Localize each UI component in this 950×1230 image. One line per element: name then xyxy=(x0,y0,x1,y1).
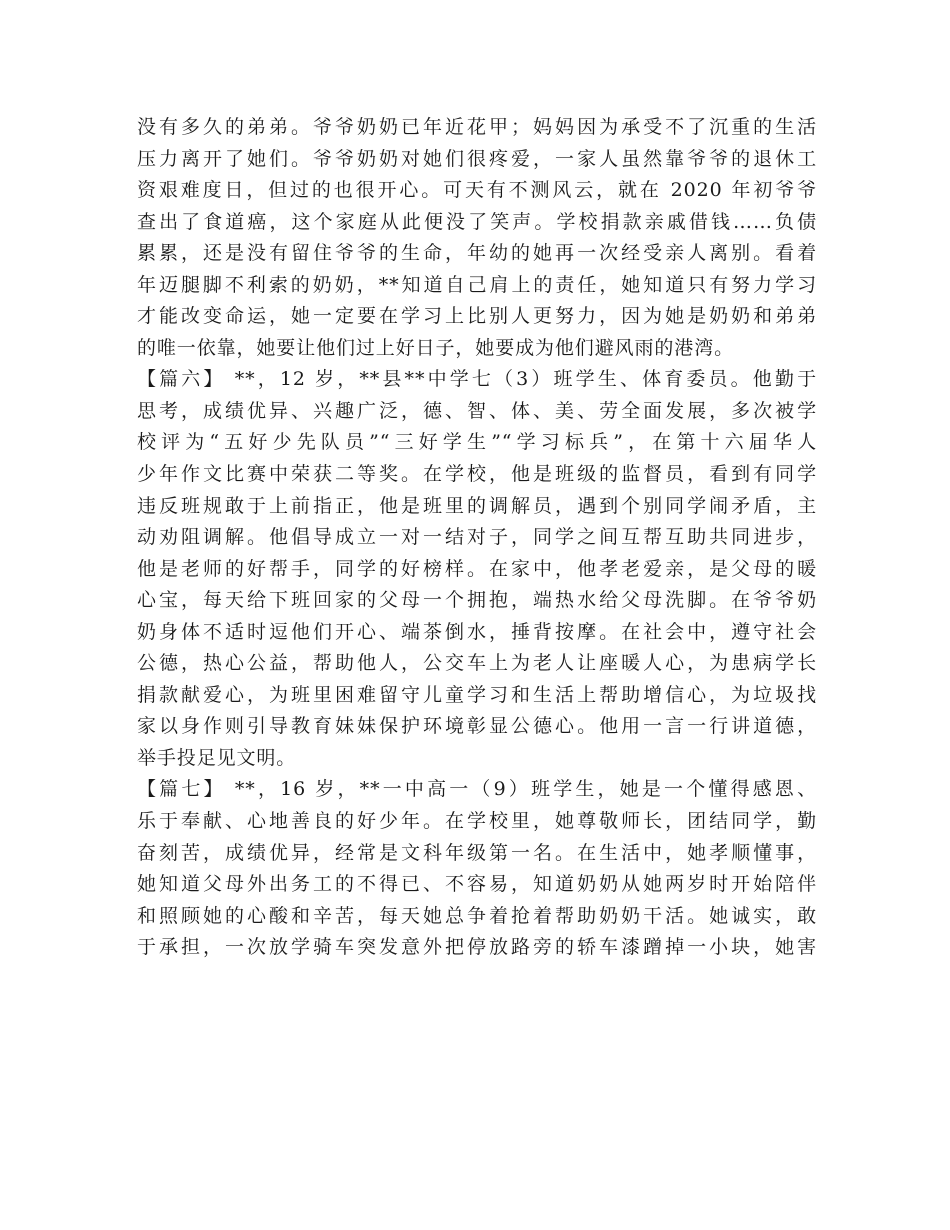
text-line: 她知道父母外出务工的不得已、不容易，知道奶奶从她两岁时开始陪伴 xyxy=(137,873,817,896)
text-line: 于承担，一次放学骑车突发意外把停放路旁的轿车漆蹭掉一小块，她害 xyxy=(137,936,817,959)
text-line: 心宝，每天给下班回家的父母一个拥抱，端热水给父母洗脚。在爷爷奶 xyxy=(137,589,817,612)
text-line: 查出了食道癌，这个家庭从此便没了笑声。学校捐款亲戚借钱……负债 xyxy=(137,210,817,233)
text-line: 奶身体不适时逗他们开心、端茶倒水，捶背按摩。在社会中，遵守社会 xyxy=(137,620,817,643)
text-line: 动劝阻调解。他倡导成立一对一结对子，同学之间互帮互助共同进步， xyxy=(137,526,817,549)
text-line: 累累，还是没有留住爷爷的生命，年幼的她再一次经受亲人离别。看着 xyxy=(137,242,817,265)
text-line: 举手投足见文明。 xyxy=(137,746,297,769)
text-line: 捐款献爱心，为班里困难留守儿童学习和生活上帮助增信心，为垃圾找 xyxy=(137,683,817,706)
section-heading-line: 【篇六】 **，12 岁，**县**中学七（3）班学生、体育委员。他勤于 xyxy=(137,368,817,391)
text-line: 思考，成绩优异、兴趣广泛，德、智、体、美、劳全面发展，多次被学 xyxy=(137,399,817,422)
document-body xyxy=(137,112,817,964)
text-line: 校评为“五好少先队员”“三好学生”“学习标兵”，在第十六届华人 xyxy=(137,431,817,454)
text-line: 公德，热心公益，帮助他人，公交车上为老人让座暖人心，为患病学长 xyxy=(137,652,817,675)
text-line: 压力离开了她们。爷爷奶奶对她们很疼爱，一家人虽然靠爷爷的退休工 xyxy=(137,147,817,170)
text-line: 没有多久的弟弟。爷爷奶奶已年近花甲；妈妈因为承受不了沉重的生活 xyxy=(137,116,817,138)
text-line: 资艰难度日，但过的也很开心。可天有不测风云，就在 2020 年初爷爷 xyxy=(137,179,817,202)
text-line: 才能改变命运，她一定要在学习上比别人更努力，因为她是奶奶和弟弟 xyxy=(137,305,817,328)
text-line: 他是老师的好帮手，同学的好榜样。在家中，他孝老爱亲，是父母的暖 xyxy=(137,557,817,580)
text-line: 年迈腿脚不利索的奶奶，**知道自己肩上的责任，她知道只有努力学习 xyxy=(137,273,817,296)
text-line: 违反班规敢于上前指正，他是班里的调解员，遇到个别同学闹矛盾，主 xyxy=(137,494,817,517)
text-line: 的唯一依靠，她要让他们过上好日子，她要成为他们避风雨的港湾。 xyxy=(137,336,735,359)
text-line: 少年作文比赛中荣获二等奖。在学校，他是班级的监督员，看到有同学 xyxy=(137,463,817,486)
section-heading-line: 【篇七】 **，16 岁，**一中高一（9）班学生，她是一个懂得感恩、 xyxy=(137,778,817,801)
text-line: 和照顾她的心酸和辛苦，每天她总争着抢着帮助奶奶干活。她诚实，敢 xyxy=(137,904,817,927)
text-line: 奋刻苦，成绩优异，经常是文科年级第一名。在生活中，她孝顺懂事， xyxy=(137,841,817,864)
text-line: 乐于奉献、心地善良的好少年。在学校里，她尊敬师长，团结同学，勤 xyxy=(137,810,817,833)
text-line: 家以身作则引导教育妹妹保护环境彰显公德心。他用一言一行讲道德， xyxy=(137,715,817,738)
